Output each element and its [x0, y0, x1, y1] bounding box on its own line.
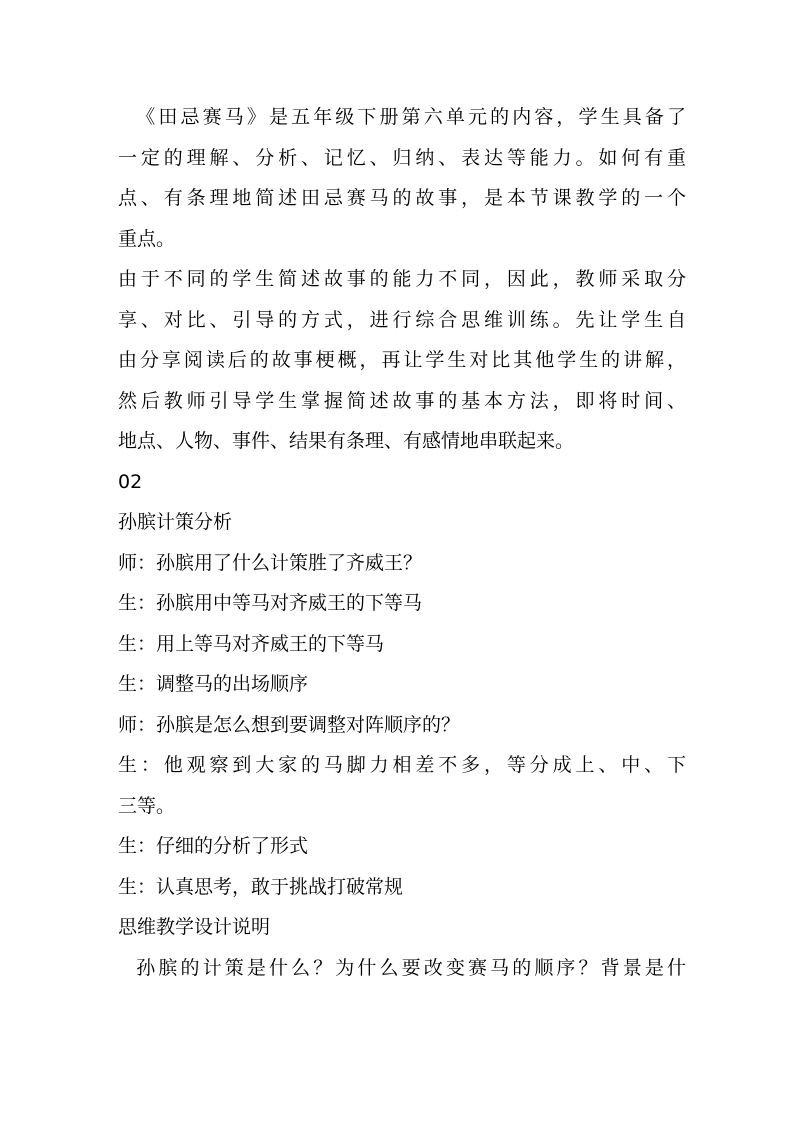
design-note-line-1: 孙膑的计策是什么？为什么要改变赛马的顺序？背景是什 — [118, 956, 686, 979]
paragraph-2-line-1: 由于不同的学生简述故事的能力不同，因此，教师采取分 — [118, 268, 686, 290]
document-body — [118, 97, 686, 988]
dialogue-line-4: 生：调整马的出场顺序 — [118, 673, 309, 695]
paragraph-2-line-4: 然后教师引导学生掌握简述故事的基本方法，即将时间、 — [118, 389, 686, 412]
dialogue-line-5: 师：孙膑是怎么想到要调整对阵顺序的？ — [118, 713, 461, 736]
paragraph-2-line-2: 享、对比、引导的方式，进行综合思维训练。先让学生自 — [118, 308, 686, 331]
design-note-heading: 思维教学设计说明 — [118, 916, 271, 938]
dialogue-line-3: 生：用上等马对齐威王的下等马 — [118, 632, 385, 655]
paragraph-1-line-3: 点、有条理地简述田忌赛马的故事，是本节课教学的一个 — [118, 187, 686, 209]
dialogue-line-2: 生：孙膑用中等马对齐威王的下等马 — [118, 592, 423, 614]
paragraph-1-line-4: 重点。 — [118, 227, 176, 250]
paragraph-2-line-3: 由分享阅读后的故事梗概，再让学生对比其他学生的讲解， — [118, 349, 686, 371]
paragraph-1-line-2: 一定的理解、分析、记忆、归纳、表达等能力。如何有重 — [118, 146, 686, 169]
paragraph-1-line-1: 《田忌赛马》是五年级下册第六单元的内容，学生具备了 — [118, 106, 686, 128]
section-heading: 孙膑计策分析 — [118, 511, 233, 533]
dialogue-line-6-cont: 三等。 — [118, 794, 176, 817]
section-number: 02 — [118, 470, 143, 493]
dialogue-line-1: 师：孙膑用了什么计策胜了齐威王？ — [118, 551, 423, 574]
dialogue-line-8: 生：认真思考，敢于挑战打破常规 — [118, 875, 404, 898]
dialogue-line-6: 生：他观察到大家的马脚力相差不多，等分成上、中、下 — [118, 754, 686, 776]
paragraph-2-line-5: 地点、人物、事件、结果有条理、有感情地串联起来。 — [118, 430, 575, 452]
dialogue-line-7: 生：仔细的分析了形式 — [118, 835, 309, 857]
